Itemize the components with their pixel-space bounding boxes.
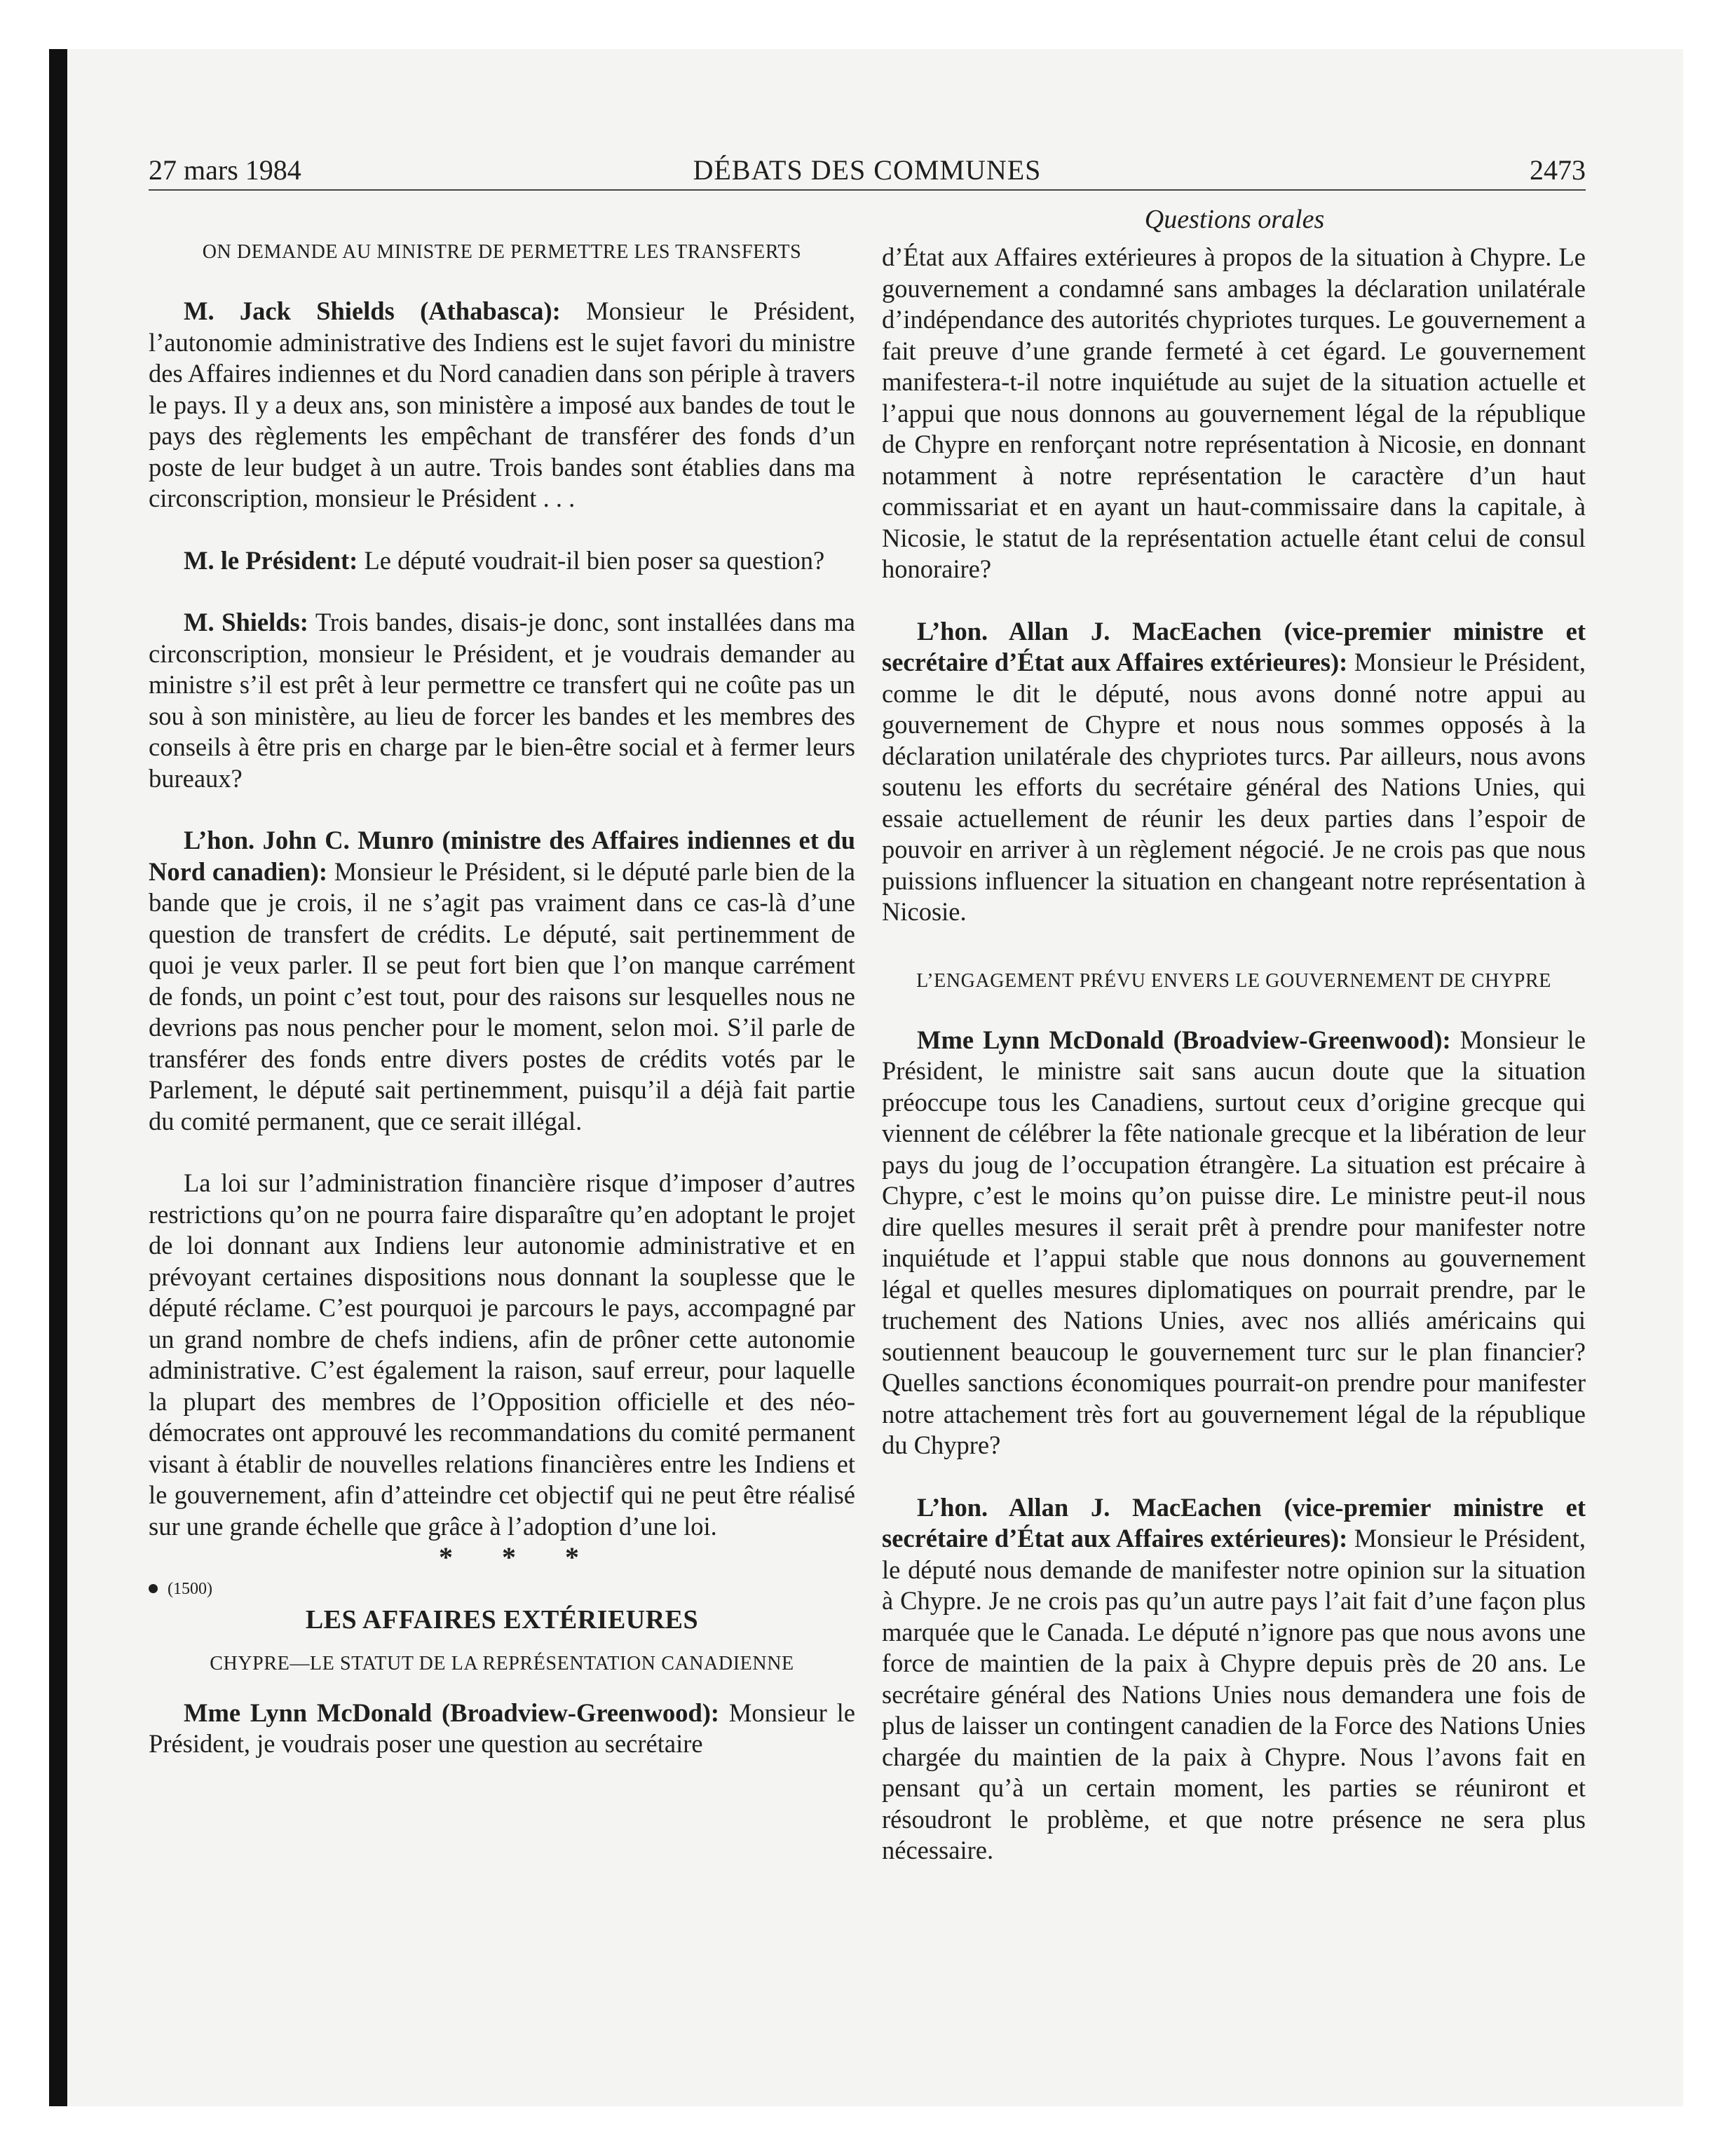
- speech-paragraph: [882, 1492, 1586, 1867]
- section-subheading: CHYPRE—LE STATUT DE LA REPRÉSENTATION CANADIENNE: [210, 1652, 794, 1674]
- speech-text: Trois bandes, disais-je donc, sont installées dans ma circonscription, monsieur le Président, et je voudrais demander au ministre s’il est prêt à leur permettre ce transfert qui ne coûte pas un sou à son ministère, au lieu de forcer les bandes et les membres des conseils à être pris en charge par le bien-être social et à fermer leurs bureaux?: [149, 608, 855, 793]
- speech-paragraph: [149, 607, 855, 794]
- section-subheading: ON DEMANDE AU MINISTRE DE PERMETTRE LES TRANSFERTS: [202, 241, 802, 263]
- bullet-icon: [149, 1584, 158, 1593]
- speech-text: Monsieur le Président, je voudrais poser une question au secrétaire: [149, 1698, 855, 1758]
- speaker-name: M. Shields:: [184, 608, 308, 636]
- speech-paragraph: d’État aux Affaires extérieures à propos de la situation à Chypre. Le gouvernement a condamné sans ambages la déclaration unilatérale d’indépendance des autorités chypriotes turques. Le gouvernement a fait preuve d’une grande fermeté à cet égard. Le gouvernement manifestera-t-il notre inquiétude au sujet de la situation actuelle et l’appui que nous donnons au gouvernement légal de la république de Chypre en renforçant notre représentation à Nicosie, en donnant notamment à notre représentation le caractère d’un haut commissariat et en ayant un haut-commissaire dans la capitale, à Nicosie, le statut de la représentation actuelle étant celui de consul honoraire?: [882, 243, 1586, 583]
- speaker-name: L’hon. John C. Munro (ministre des Affaires indiennes et du Nord canadien):: [149, 826, 855, 886]
- right-column: [882, 242, 1586, 1867]
- header-rule: [149, 189, 1586, 191]
- section-subheading: L’ENGAGEMENT PRÉVU ENVERS LE GOUVERNEMENT DE CHYPRE: [916, 969, 1551, 992]
- speech-text: Monsieur le Président, le député nous demande de manifester notre opinion sur la situation à Chypre. Je ne crois pas qu’un autre pays l’ait fait d’une façon plus marquée que le Canada. Le député n’ignore pas que nous avons une force de maintien de la paix à Chypre depuis près de 20 ans. Le secrétaire général des Nations Unies nous demandera une fois de plus de laisser un contingent canadien de la Force des Nations Unies chargée du maintien de la paix à Chypre. Nous l’avons fait en pensant qu’à un certain moment, les parties se réuniront et résoudront le problème, et que notre présence ne sera plus nécessaire.: [882, 1524, 1586, 1864]
- running-head: Questions orales: [1144, 205, 1325, 234]
- scan-edge-bar: [49, 49, 67, 2106]
- header-date: 27 mars 1984: [149, 154, 301, 186]
- page-header: [149, 151, 1586, 190]
- speech-text: Monsieur le Président, comme le dit le député, nous avons donné notre appui au gouvernement de Chypre et nous nous sommes opposés à la déclaration unilatérale des chypriotes turcs. Par ailleurs, nous avons soutenu les efforts du secrétaire général des Nations Unies, qui essaie actuellement de réunir les deux parties dans l’espoir de pouvoir en arriver à un règlement négocié. Je ne crois pas que nous puissions influencer la situation en changeant notre représentation à Nicosie.: [882, 648, 1586, 926]
- time-marker-text: (1500): [168, 1579, 212, 1598]
- speaker-name: L’hon. Allan J. MacEachen (vice-premier ministre et secrétaire d’État aux Affaires extérieures):: [882, 1492, 1586, 1553]
- speech-text: Monsieur le Président, l’autonomie administrative des Indiens est le sujet favori du ministre des Affaires indiennes et du Nord canadien dans son périple à travers le pays. Il y a deux ans, son ministère a imposé aux bandes de tout le pays des règlements les empêchant de transférer des fonds d’un poste de leur budget à un autre. Trois bandes sont établies dans ma circonscription, monsieur le Président . . .: [149, 296, 855, 512]
- speaker-name: Mme Lynn McDonald (Broadview-Greenwood):: [917, 1025, 1451, 1054]
- section-separator-stars: * * *: [439, 1541, 600, 1573]
- speech-paragraph: [882, 616, 1586, 928]
- speech-text: Monsieur le Président, si le député parle bien de la bande que je crois, il ne s’agit pas vraiment dans ce cas-là d’une question de transfert de crédits. Le député, sait pertinemment de quoi je veux parler. Il se peut fort bien que l’on manque carrément de fonds, un point c’est tout, pour des raisons sur lesquelles nous ne devrions pas nous pencher pour le moment, selon moi. S’il parle de transférer des fonds entre divers postes de crédits votés par le Parlement, le député sait pertinemment, puisqu’il a déjà fait partie du comité permanent, que ce serait illégal.: [149, 857, 855, 1135]
- time-marker: [149, 1574, 855, 1605]
- speech-paragraph: La loi sur l’administration financière risque d’imposer d’autres restrictions qu’on ne pourra faire disparaître qu’en adoptant le projet de loi donnant aux Indiens leur autonomie administrative et en prévoyant certaines dispositions nous donnant la souplesse que le député réclame. C’est pourquoi je parcours le pays, accompagné par un grand nombre de chefs indiens, afin de prôner cette autonomie administrative. C’est également la raison, sauf erreur, pour laquelle la plupart des membres de l’Opposition officielle et des néo-démocrates ont approuvé les recommandations du comité permanent visant à établir de nouvelles relations financières entre les Indiens et le gouvernement, afin d’atteindre cet objectif qui ne peut être réalisé sur une grande échelle que grâce à l’adoption d’une loi.: [149, 1168, 855, 1541]
- speech-paragraph: [149, 545, 855, 577]
- speech-text: Monsieur le Président, le ministre sait sans aucun doute que la situation préoccupe tous les Canadiens, surtout ceux d’origine grecque qui viennent de célébrer la fête nationale grecque et la libération de leur pays du joug de l’occupation étrangère. La situation est précaire à Chypre, c’est le moins qu’on puisse dire. Le ministre peut-il nous dire quelles mesures il serait prêt à prendre pour manifester notre inquiétude et l’appui stable que nous donnons au gouvernement légal et quelles mesures diplomatiques on pourrait prendre, par le truchement des Nations Unies, avec nos alliés américains qui soutiennent beaucoup le gouvernement turc sur le plan financier? Quelles sanctions économiques pourrait-on prendre pour manifester notre attachement très fort au gouvernement légal de la république du Chypre?: [882, 1025, 1586, 1459]
- left-column: [149, 238, 855, 1760]
- speaker-name: Mme Lynn McDonald (Broadview-Greenwood):: [184, 1698, 720, 1727]
- speaker-name: L’hon. Allan J. MacEachen (vice-premier ministre et secrétaire d’État aux Affaires extérieures):: [882, 616, 1586, 676]
- speaker-name: M. Jack Shields (Athabasca):: [184, 296, 561, 325]
- speech-paragraph: [882, 1025, 1586, 1461]
- speech-paragraph: [149, 1698, 855, 1760]
- header-title: DÉBATS DES COMMUNES: [693, 154, 1042, 186]
- speech-paragraph: [149, 296, 855, 514]
- speech-paragraph: [149, 825, 855, 1137]
- section-title: LES AFFAIRES EXTÉRIEURES: [305, 1605, 699, 1635]
- header-page-number: 2473: [1530, 154, 1586, 186]
- speech-text: Le député voudrait-il bien poser sa question?: [358, 545, 825, 575]
- speaker-name: M. le Président:: [184, 545, 358, 575]
